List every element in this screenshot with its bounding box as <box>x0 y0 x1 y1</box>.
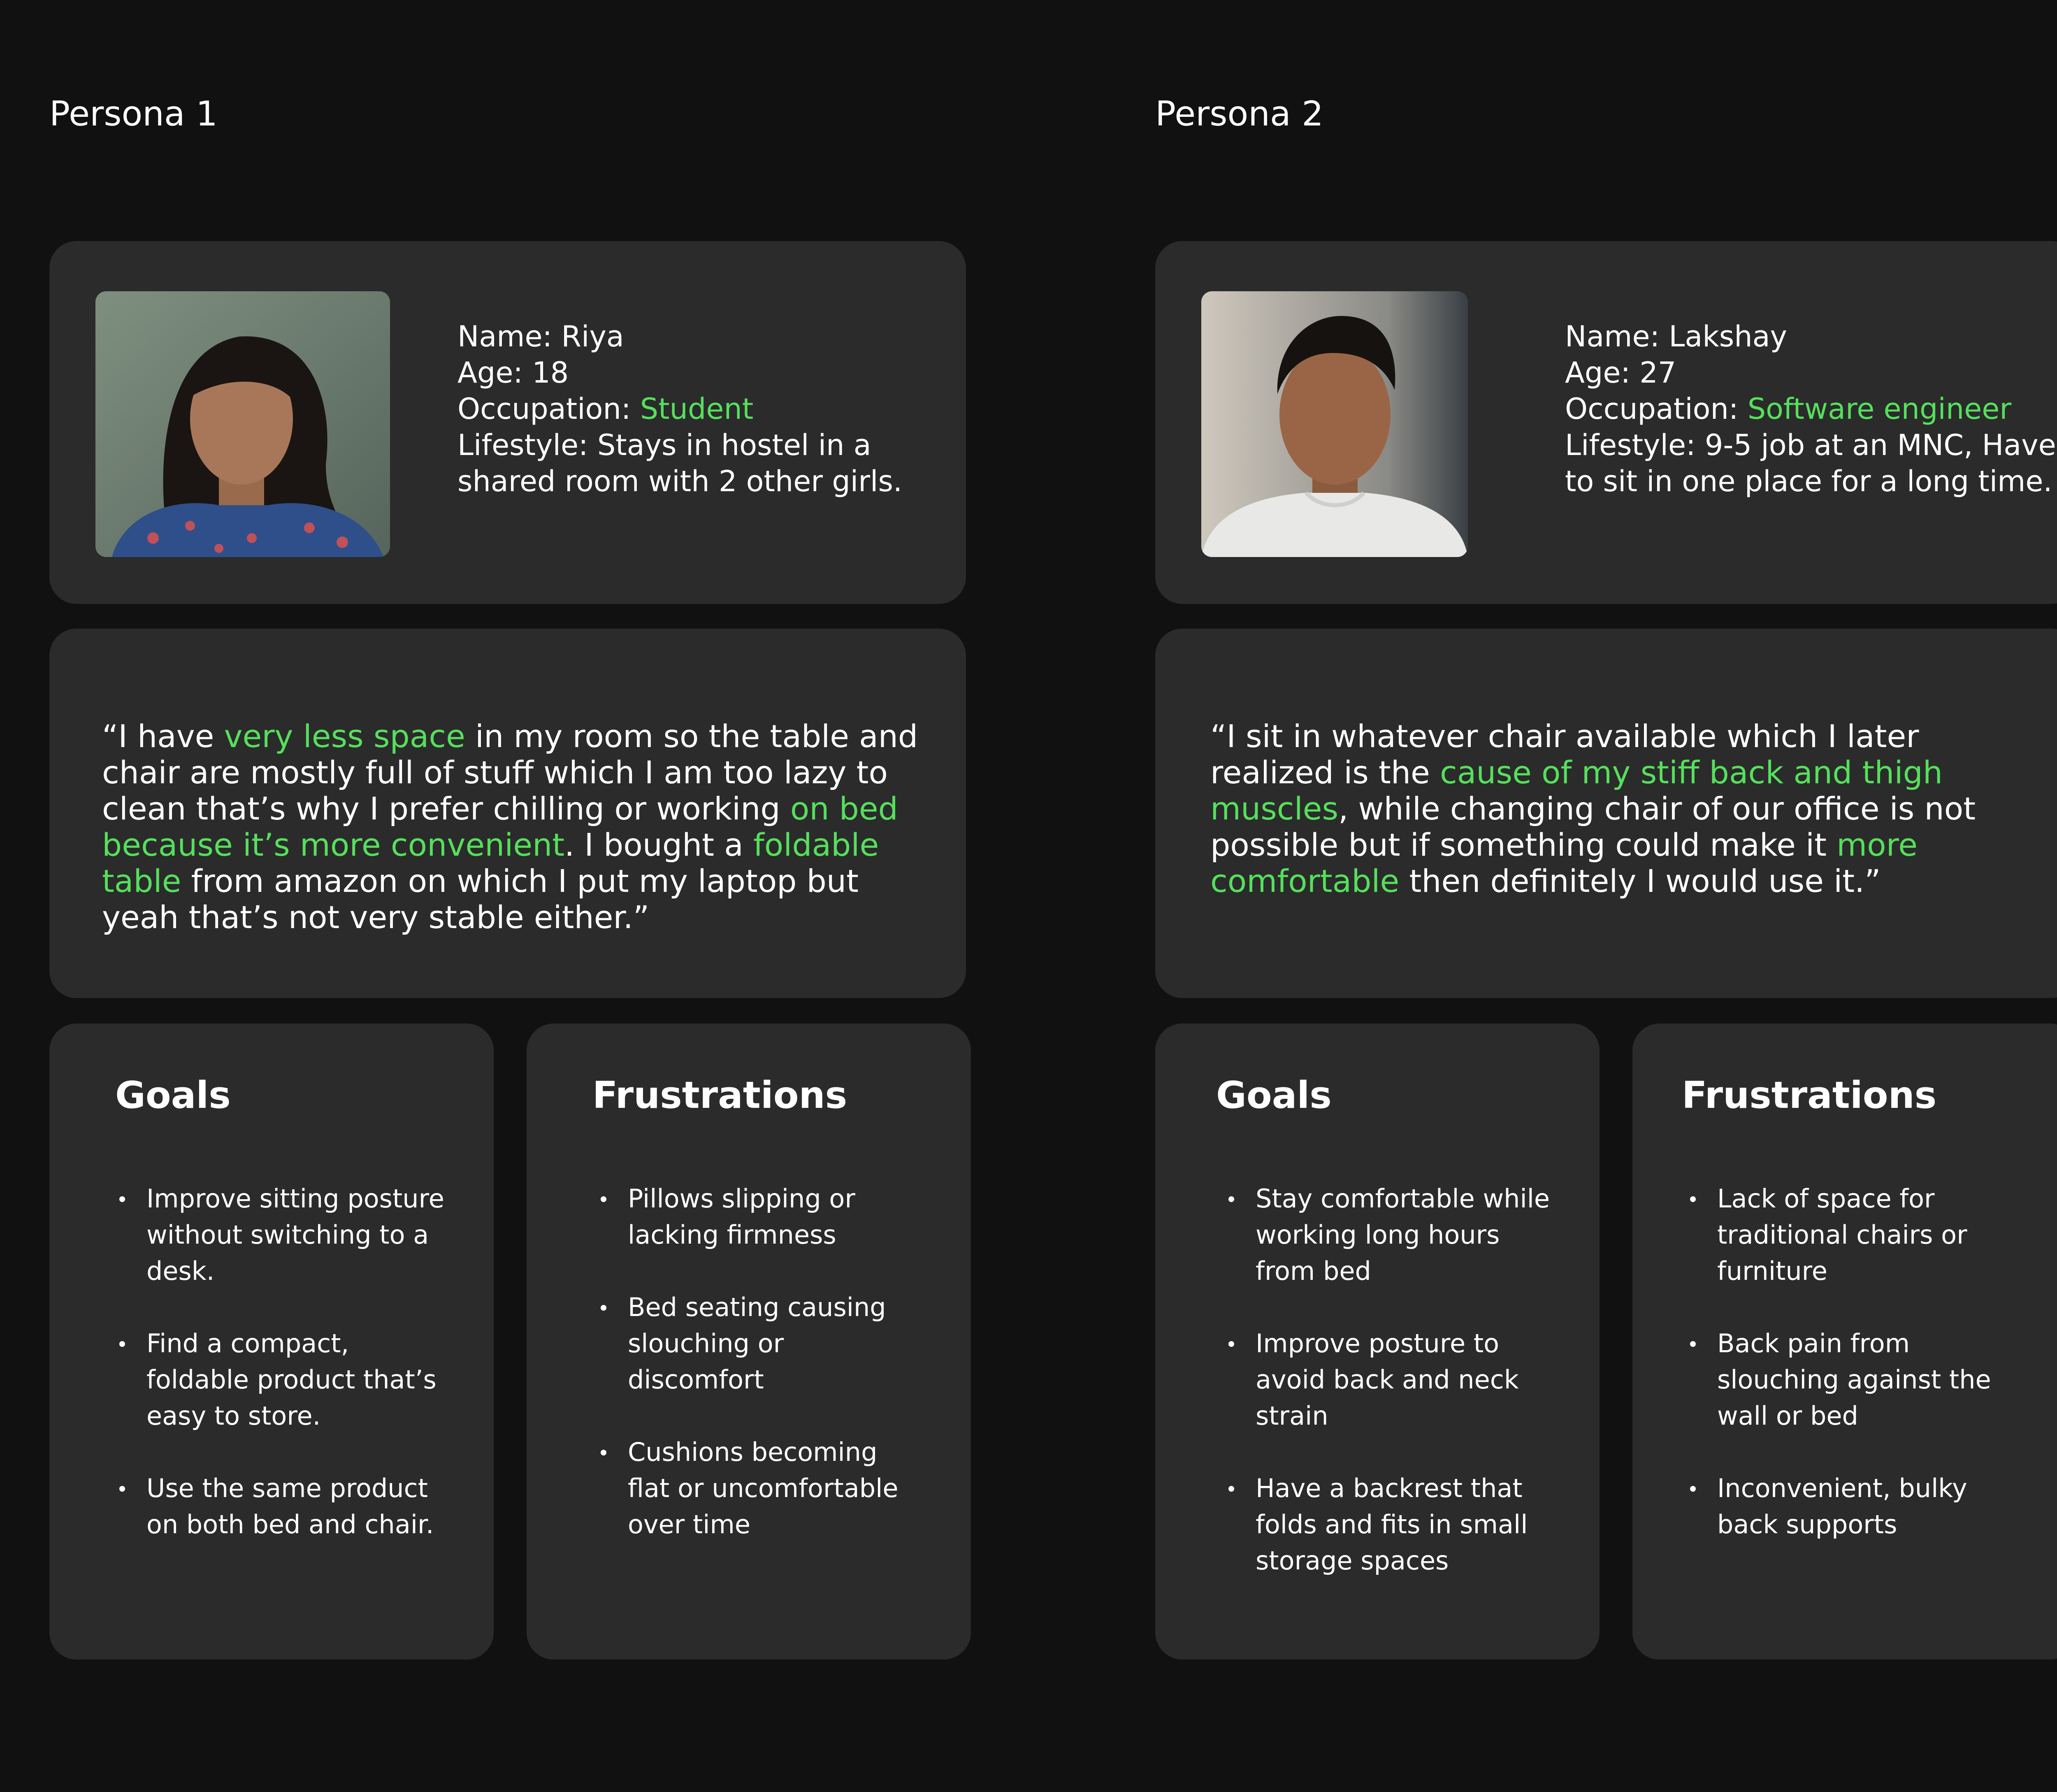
persona-2-lifestyle-line-2: to sit in one place for a long time. <box>1565 464 2052 498</box>
persona-2-quote <box>1210 718 2037 899</box>
frustrations-title: Frustrations <box>592 1074 847 1117</box>
list-item: Find a compact, foldable product that’s easy to store. <box>115 1325 444 1434</box>
persona-1-frustrations-card <box>527 1024 971 1660</box>
persona-2-photo <box>1201 291 1468 557</box>
list-item: Lack of space for traditional chairs or furniture <box>1686 1181 2023 1289</box>
persona-2-lifestyle-line-1: Lifestyle: 9-5 job at an MNC, Have <box>1565 428 2056 462</box>
frustrations-title: Frustrations <box>1682 1074 1937 1117</box>
persona-1-title: Persona 1 <box>49 94 218 134</box>
age-label: Age: <box>457 356 523 390</box>
persona-2-occupation: Software engineer <box>1747 392 2012 426</box>
name-label: Name: <box>457 320 553 353</box>
list-item: Bed seating causing slouching or discomfort <box>597 1289 917 1398</box>
list-item: Back pain from slouching against the wall or bed <box>1686 1325 2023 1434</box>
occupation-label: Occupation: <box>457 392 631 426</box>
quote-text: , while changing chair of our office is not possible but if something could make it <box>1210 790 1976 863</box>
persona-2-goals-list <box>1224 1181 1553 1615</box>
list-item: Pillows slipping or lacking firmness <box>597 1181 917 1253</box>
quote-text: from amazon on which I put my laptop but yeah that’s not very stable either.” <box>102 863 859 935</box>
persona-2-info <box>1565 318 2056 499</box>
goals-title: Goals <box>115 1074 231 1117</box>
goals-title: Goals <box>1216 1074 1332 1117</box>
persona-1-lifestyle-line-2: shared room with 2 other girls. <box>457 464 903 498</box>
quote-text: “I have <box>102 718 224 754</box>
quote-text: “I sit in whatever chair available which I later realized is the <box>1210 718 1919 791</box>
persona-1-age-row <box>457 355 902 391</box>
persona-1-occupation-row <box>457 391 902 427</box>
quote-highlight: cause of my stiff back and thigh muscles <box>1210 754 1943 827</box>
persona-2-goals-card <box>1155 1024 1600 1660</box>
persona-2-frustrations-card <box>1632 1024 2057 1660</box>
woman-portrait-icon <box>95 291 390 557</box>
persona-1-lifestyle-line-1: Lifestyle: Stays in hostel in a <box>457 428 871 462</box>
quote-highlight: foldable table <box>102 826 879 899</box>
persona-2-profile-card <box>1155 241 2057 604</box>
list-item: Inconvenient, bulky back supports <box>1686 1470 2023 1543</box>
persona-1-goals-list <box>115 1181 444 1579</box>
persona-2-age: 27 <box>1639 356 1676 390</box>
persona-2-title: Persona 2 <box>1155 94 1323 134</box>
persona-1-occupation: Student <box>640 392 754 426</box>
persona-1-goals-card <box>49 1024 494 1660</box>
list-item: Have a backrest that folds and fits in small storage spaces <box>1224 1470 1553 1579</box>
persona-2-quote-card <box>1155 629 2057 998</box>
quote-text: then definitely I would use it.” <box>1399 863 1881 899</box>
man-portrait-icon <box>1201 291 1468 557</box>
persona-2-occupation-row <box>1565 391 2056 427</box>
persona-2-name: Lakshay <box>1669 320 1787 353</box>
persona-1-name-row <box>457 318 902 355</box>
persona-2-age-row <box>1565 355 2056 391</box>
quote-highlight: more comfortable <box>1210 826 1918 899</box>
quote-highlight: very less space <box>224 718 465 754</box>
persona-1-frustrations-list <box>597 1181 917 1579</box>
name-label: Name: <box>1565 320 1660 353</box>
persona-2-name-row <box>1565 318 2056 355</box>
occupation-label: Occupation: <box>1565 392 1739 426</box>
age-label: Age: <box>1565 356 1630 390</box>
quote-text: in my room so the table and chair are mostly full of stuff which I am too lazy to clean that’s why I prefer chilling or working <box>102 718 918 827</box>
persona-2-frustrations-list <box>1686 1181 2023 1579</box>
persona-1-profile-card <box>49 241 966 604</box>
quote-highlight: on bed because it’s more convenient <box>102 790 898 863</box>
persona-1-name: Riya <box>561 320 624 353</box>
persona-1-quote <box>102 718 925 935</box>
list-item: Use the same product on both bed and chair. <box>115 1470 444 1543</box>
persona-1-quote-card <box>49 629 966 998</box>
quote-text: . I bought a <box>564 826 753 863</box>
persona-1-info <box>457 318 902 499</box>
list-item: Improve sitting posture without switching to a desk. <box>115 1181 444 1289</box>
persona-1-age: 18 <box>532 356 569 390</box>
list-item: Cushions becoming flat or uncomfortable over time <box>597 1434 917 1543</box>
list-item: Stay comfortable while working long hours from bed <box>1224 1181 1553 1289</box>
list-item: Improve posture to avoid back and neck strain <box>1224 1325 1553 1434</box>
persona-1-photo <box>95 291 390 557</box>
